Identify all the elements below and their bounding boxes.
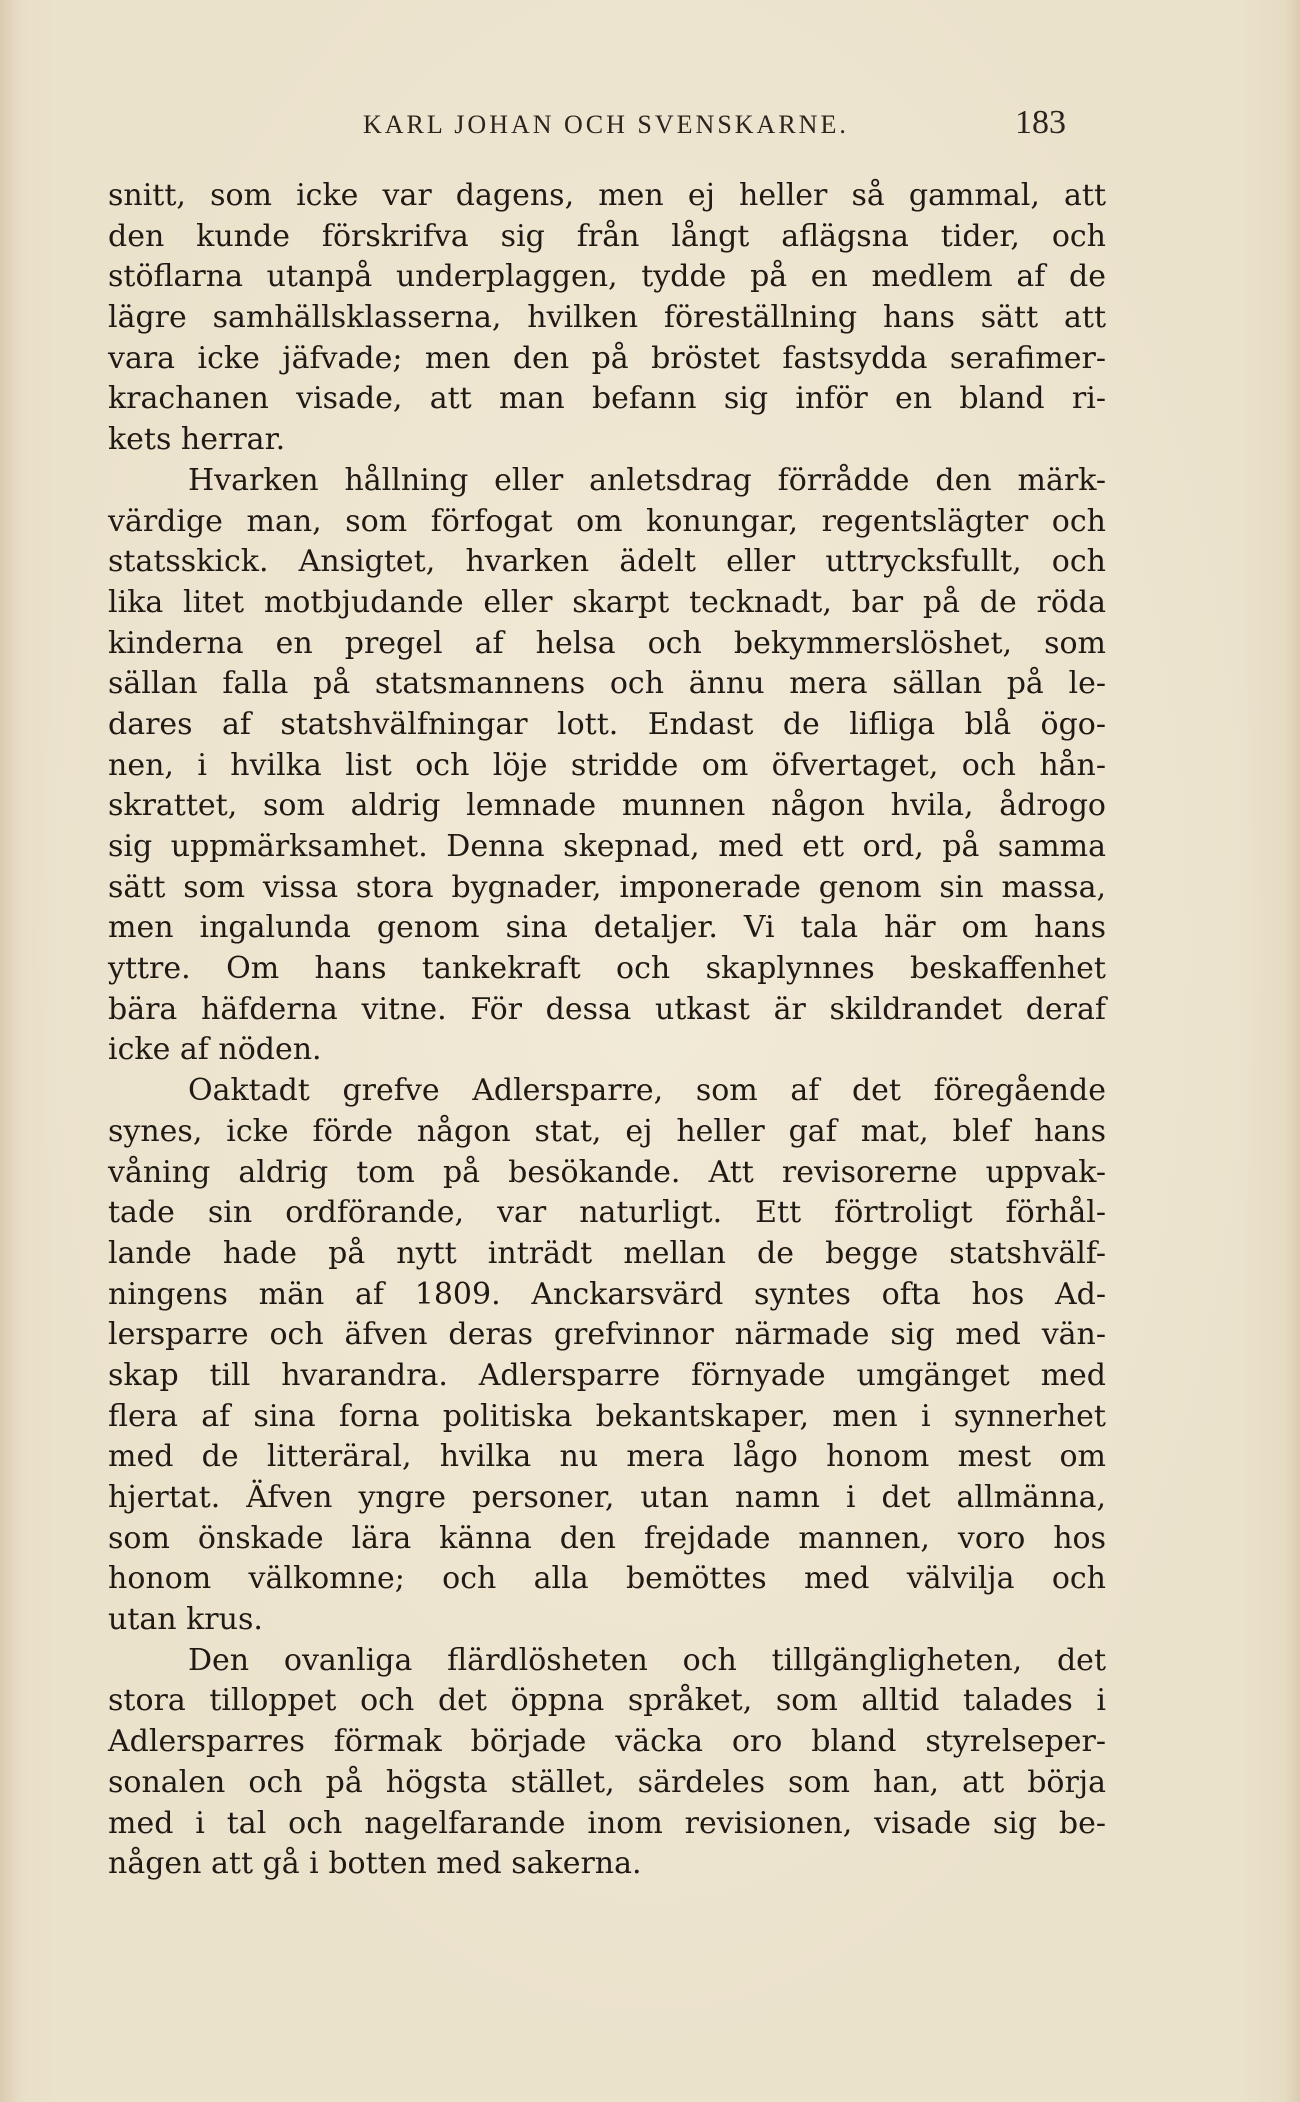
text-line: lägre samhällsklasserna, hvilken föreställning hans sätt att [108, 300, 1106, 336]
text-line: lande hade på nytt inträdt mellan de begge statshvälf- [108, 1235, 1106, 1271]
text-line: skrattet, som aldrig lemnade munnen någon hvila, ådrogo [108, 788, 1106, 824]
text-line: den kunde förskrifva sig från långt aflägsna tider, och [108, 218, 1106, 254]
text-line: Adlersparres förmak började väcka oro bland styrelseper- [108, 1724, 1106, 1760]
text-line: sonalen och på högsta stället, särdeles som han, att börja [108, 1764, 1106, 1800]
text-line: kinderna en pregel af helsa och bekymmerslöshet, som [108, 625, 1106, 661]
body-text [108, 176, 1106, 1885]
text-line: statsskick. Ansigtet, hvarken ädelt eller uttrycksfullt, och [108, 544, 1106, 580]
text-line: tade sin ordförande, var naturligt. Ett förtroligt förhål- [108, 1195, 1106, 1231]
text-line: med i tal och nagelfarande inom revisionen, visade sig be- [108, 1805, 1106, 1841]
page-number: 183 [1015, 104, 1066, 141]
text-line: vara icke jäfvade; men den på bröstet fastsydda serafimer- [108, 340, 1106, 376]
text-line: stora tilloppet och det öppna språket, som alltid talades i [108, 1683, 1106, 1719]
text-line: som önskade lära känna den frejdade mannen, voro hos [108, 1520, 1106, 1556]
text-line: nen, i hvilka list och löje stridde om öfvertaget, och hån- [108, 747, 1106, 783]
text-line: honom välkomne; och alla bemöttes med välvilja och [108, 1561, 1106, 1597]
text-line: yttre. Om hans tankekraft och skaplynnes beskaffenhet [108, 951, 1106, 987]
paragraph-start-line: Oaktadt grefve Adlersparre, som af det föregående [188, 1073, 1106, 1109]
text-line: sällan falla på statsmannens och ännu mera sällan på le- [108, 666, 1106, 702]
text-line: skap till hvarandra. Adlersparre förnyade umgänget med [108, 1357, 1106, 1393]
text-line: flera af sina forna politiska bekantskaper, men i synnerhet [108, 1398, 1106, 1434]
text-line: lika litet motbjudande eller skarpt tecknadt, bar på de röda [108, 584, 1106, 620]
text-line: hjertat. Äfven yngre personer, utan namn i det allmänna, [108, 1480, 1106, 1515]
text-line: sätt som vissa stora bygnader, imponerade genom sin massa, [108, 869, 1106, 905]
text-line: någen att gå i botten med sakerna. [108, 1846, 642, 1882]
text-line: med de litteräral, hvilka nu mera lågo honom mest om [108, 1439, 1106, 1475]
text-line: lersparre och äfven deras grefvinnor närmade sig med vän- [108, 1317, 1106, 1353]
running-title: KARL JOHAN OCH SVENSKARNE. [363, 110, 849, 139]
text-line: bära häfderna vitne. För dessa utkast är skildrandet deraf [108, 991, 1106, 1027]
text-line: ningens män af 1809. Anckarsvärd syntes ofta hos Ad- [108, 1276, 1106, 1312]
text-line: sig uppmärksamhet. Denna skepnad, med ett ord, på samma [108, 829, 1106, 864]
text-line: snitt, som icke var dagens, men ej heller så gammal, att [108, 178, 1106, 213]
paragraph-start-line: Hvarken hållning eller anletsdrag förrådde den märk- [188, 462, 1106, 498]
text-line: men ingalunda genom sina detaljer. Vi tala här om hans [108, 910, 1106, 946]
text-line: krachanen visade, att man befann sig inför en bland ri- [108, 381, 1106, 417]
paragraph-start-line: Den ovanliga flärdlösheten och tillgängligheten, det [188, 1642, 1106, 1678]
text-line: kets herrar. [108, 422, 286, 458]
text-line: synes, icke förde någon stat, ej heller gaf mat, blef hans [108, 1113, 1106, 1149]
text-line: utan krus. [108, 1602, 263, 1638]
text-line: dares af statshvälfningar lott. Endast de lifliga blå ögo- [108, 706, 1106, 742]
text-line: våning aldrig tom på besökande. Att revisorerne uppvak- [108, 1154, 1106, 1190]
text-line: värdige man, som förfogat om konungar, regentslägter och [108, 503, 1106, 539]
text-line: stöflarna utanpå underplaggen, tydde på en medlem af de [108, 259, 1106, 295]
text-line: icke af nöden. [108, 1032, 322, 1068]
running-head [108, 104, 1066, 144]
